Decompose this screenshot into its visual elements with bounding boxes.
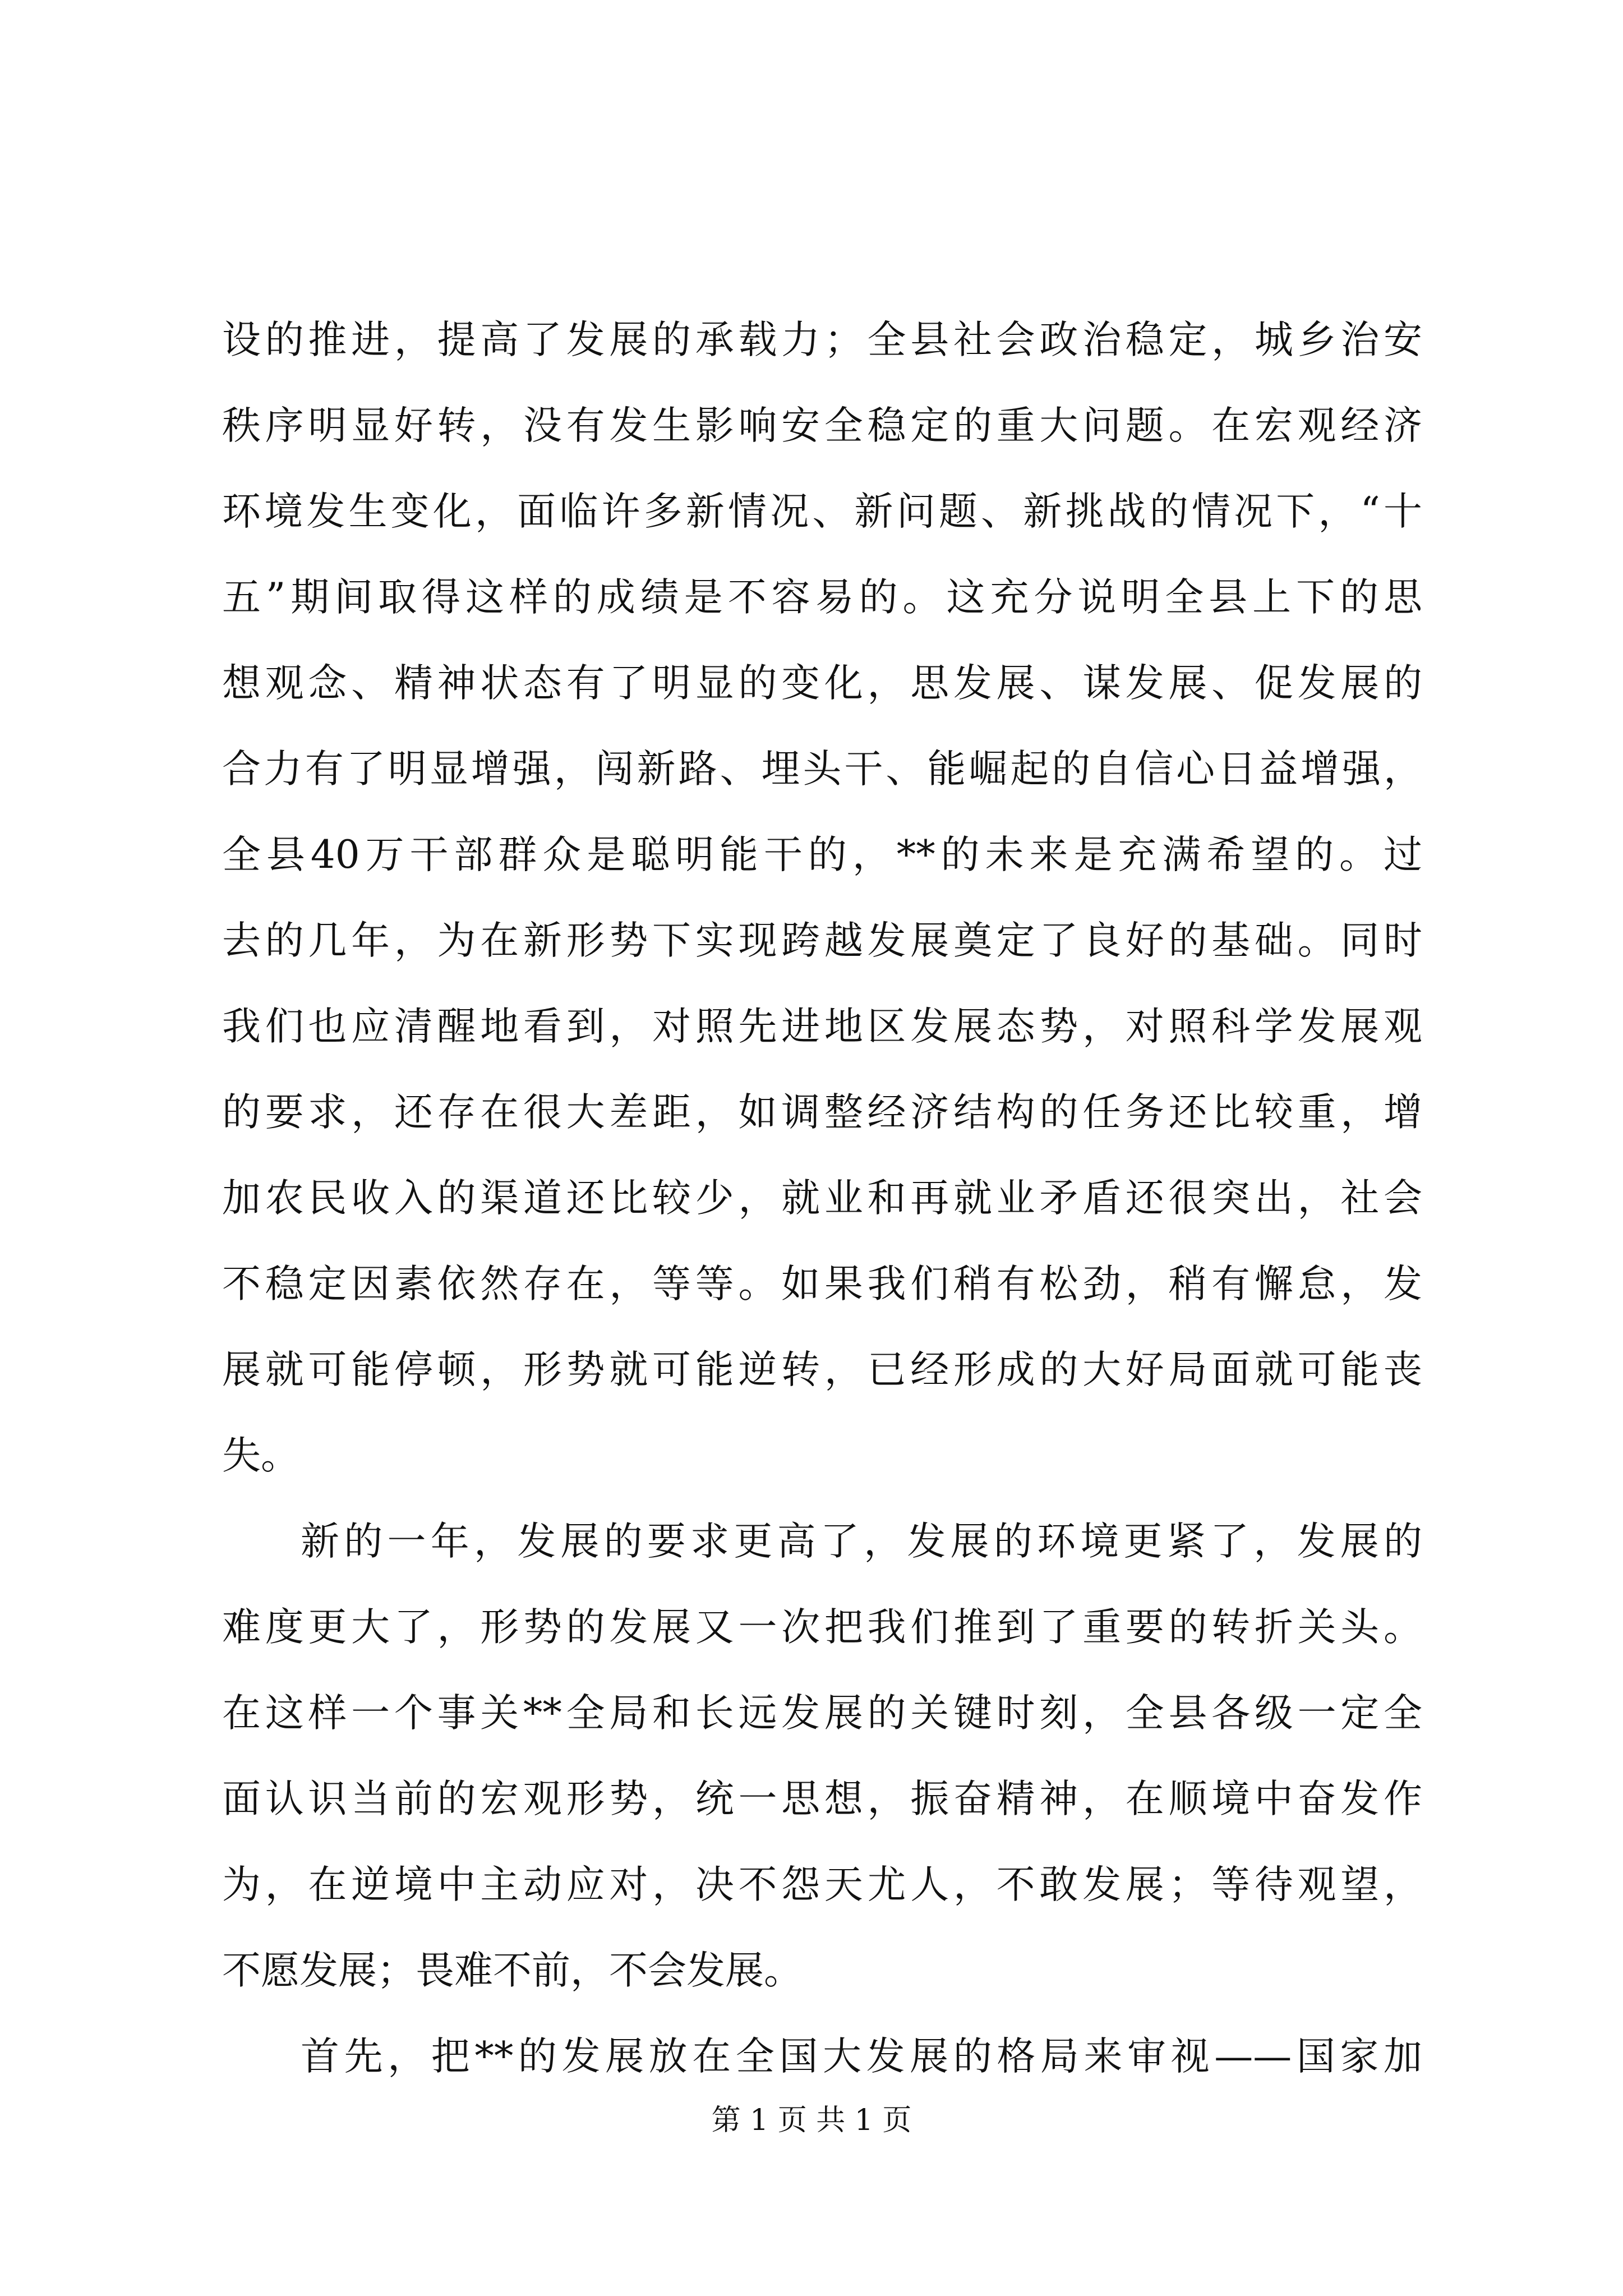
text-line: 环境发生变化，面临许多新情况、新问题、新挑战的情况下，“十 bbox=[222, 489, 1422, 534]
text-line: 新的一年，发展的要求更高了，发展的环境更紧了，发展的 bbox=[301, 1519, 1422, 1564]
text-line: 想观念、精神状态有了明显的变化，思发展、谋发展、促发展的 bbox=[222, 661, 1422, 706]
text-line: 失。 bbox=[222, 1433, 299, 1478]
page-footer: 第 1 页 共 1 页 bbox=[711, 2104, 912, 2137]
text-line: 去的几年，为在新形势下实现跨越发展奠定了良好的基础。同时 bbox=[222, 918, 1422, 963]
paragraph bbox=[222, 297, 1422, 1499]
document-body bbox=[222, 297, 1422, 2100]
text-line: 设的推进，提高了发展的承载力；全县社会政治稳定，城乡治安 bbox=[222, 318, 1422, 362]
text-line: 五”期间取得这样的成绩是不容易的。这充分说明全县上下的思 bbox=[222, 575, 1422, 620]
text-line: 展就可能停顿，形势就可能逆转，已经形成的大好局面就可能丧 bbox=[222, 1347, 1422, 1392]
text-line: 合力有了明显增强，闯新路、埋头干、能崛起的自信心日益增强， bbox=[222, 747, 1422, 792]
text-line: 加农民收入的渠道还比较少，就业和再就业矛盾还很突出，社会 bbox=[222, 1176, 1422, 1221]
text-line: 我们也应清醒地看到，对照先进地区发展态势，对照科学发展观 bbox=[222, 1004, 1422, 1049]
text-line: 难度更大了，形势的发展又一次把我们推到了重要的转折关头。 bbox=[222, 1605, 1422, 1650]
text-line: 在这样一个事关**全局和长远发展的关键时刻，全县各级一定全 bbox=[222, 1691, 1422, 1736]
text-line: 秩序明显好转，没有发生影响安全稳定的重大问题。在宏观经济 bbox=[222, 403, 1422, 448]
paragraph bbox=[222, 2014, 1422, 2100]
text-line: 为，在逆境中主动应对，决不怨天尤人，不敢发展；等待观望， bbox=[222, 1862, 1422, 1907]
text-line: 首先，把**的发展放在全国大发展的格局来审视——国家加 bbox=[301, 2034, 1423, 2079]
text-line: 不稳定因素依然存在，等等。如果我们稍有松劲，稍有懈怠，发 bbox=[222, 1262, 1422, 1306]
text-line: 的要求，还存在很大差距，如调整经济结构的任务还比较重，增 bbox=[222, 1090, 1422, 1135]
text-line: 不愿发展；畏难不前，不会发展。 bbox=[222, 1948, 803, 1993]
paragraph bbox=[222, 1499, 1422, 2014]
text-line: 面认识当前的宏观形势，统一思想，振奋精神，在顺境中奋发作 bbox=[222, 1777, 1422, 1821]
text-line: 全县40万干部群众是聪明能干的，**的未来是充满希望的。过 bbox=[222, 832, 1422, 877]
